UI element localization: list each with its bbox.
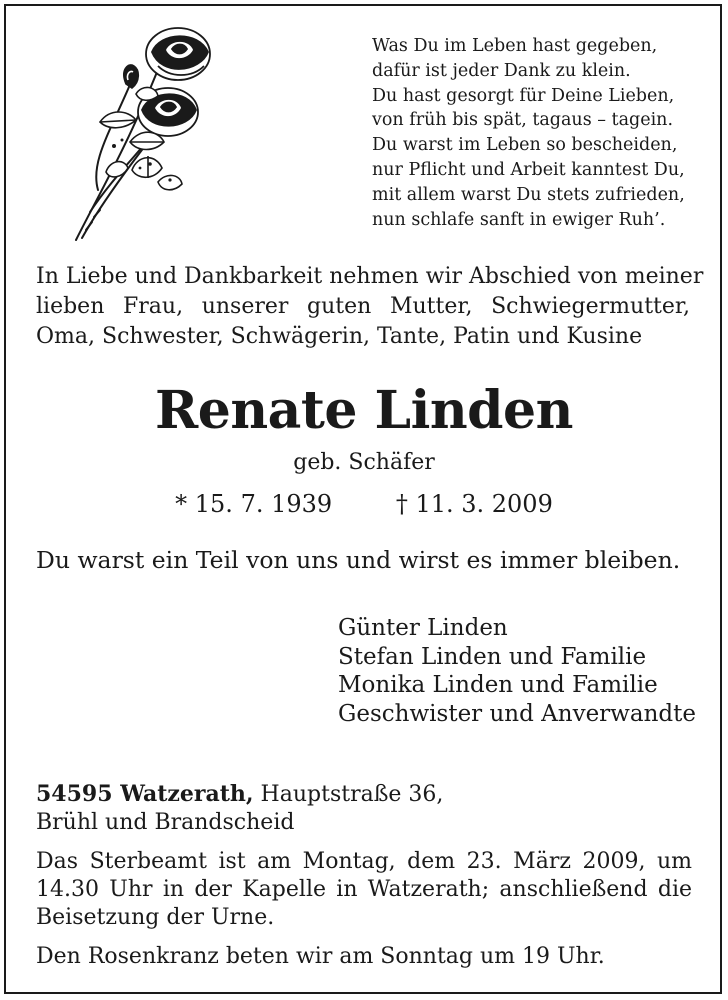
mourner-name: Monika Linden und Familie [338,672,658,699]
mourner-name: Günter Linden [338,615,508,641]
mourner-name: Stefan Linden und Familie [338,643,647,670]
poem-line: nun schlafe sanft in ewiger Ruh’. [372,209,666,230]
address-place: 54595 Watzerath, [36,781,254,807]
intro-line: In Liebe und Dankbarkeit nehmen wir Abschied von meiner [36,264,704,289]
intro-line: lieben Frau, unserer guten Mutter, Schwiegermutter, [36,294,690,319]
mourner-name: Geschwister und Anverwandte [338,700,696,727]
poem-line: Was Du im Leben hast gegeben, [372,36,658,56]
address-street: Hauptstraße 36, [253,782,444,807]
poem-line: von früh bis spät, tagaus – tagein. [372,110,674,131]
notice-line: 14.30 Uhr in der Kapelle in Watzerath; anschließend die [36,877,692,902]
mourners-list [338,614,696,728]
poem-line: dafür ist jeder Dank zu klein. [372,60,631,81]
poem-line: nur Pflicht und Arbeit kanntest Du, [372,159,685,180]
address-line2: Brühl und Brandscheid [36,810,295,835]
rose-icon [70,22,220,244]
poem-line: mit allem warst Du stets zufrieden, [372,184,685,205]
farewell-intro [36,262,704,352]
memorial-poem [372,34,692,232]
maiden-name: geb. Schäfer [293,450,435,475]
rosary-notice: Den Rosenkranz beten wir am Sonntag um 19 Uhr. [36,944,605,969]
notice-line: Das Sterbeamt ist am Montag, dem 23. März 2009, um [36,849,692,874]
birth-date: * 15. 7. 1939 [175,490,333,518]
deceased-name: Renate Linden [155,380,573,441]
family-address [36,780,443,837]
death-date: † 11. 3. 2009 [395,490,553,518]
life-dates [0,490,728,518]
notice-line: Beisetzung der Urne. [36,905,275,930]
service-notice [36,848,692,932]
motto-line: Du warst ein Teil von uns und wirst es immer bleiben. [36,546,681,574]
poem-line: Du hast gesorgt für Deine Lieben, [372,85,675,106]
intro-line: Oma, Schwester, Schwägerin, Tante, Patin und Kusine [36,324,643,349]
poem-line: Du warst im Leben so bescheiden, [372,135,678,156]
